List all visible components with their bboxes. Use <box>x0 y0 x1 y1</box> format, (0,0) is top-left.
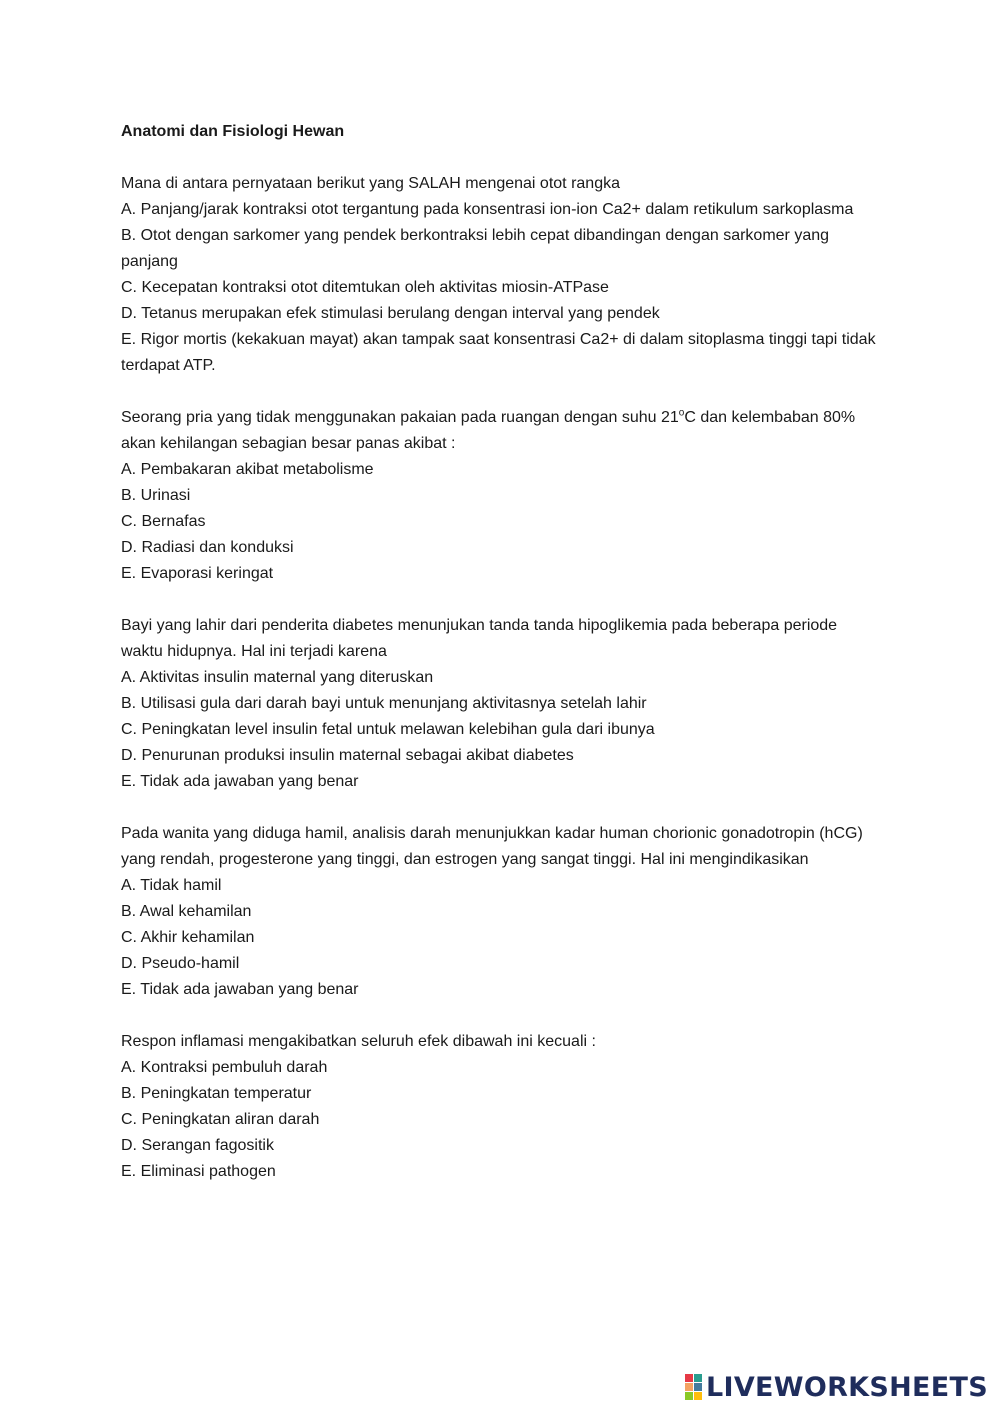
degree-superscript: o <box>678 407 685 419</box>
answer-option: B. Urinasi <box>121 487 191 504</box>
liveworksheets-logo-icon <box>685 1374 702 1400</box>
answer-option: E. Eliminasi pathogen <box>121 1163 276 1180</box>
answer-option: C. Akhir kehamilan <box>121 929 255 946</box>
answer-option: E. Tidak ada jawaban yang benar <box>121 773 359 790</box>
question-1 <box>121 171 881 379</box>
logo-square <box>685 1383 693 1391</box>
answer-option: A. Panjang/jarak kontraksi otot tergantung pada konsentrasi ion-ion Ca2+ dalam retikulum sarkoplasma <box>121 201 854 218</box>
logo-square <box>694 1374 702 1382</box>
question-3 <box>121 613 881 795</box>
answer-option: B. Otot dengan sarkomer yang pendek berkontraksi lebih cepat dibandingan dengan sarkomer yang panjang <box>121 227 830 270</box>
logo-square <box>694 1383 702 1391</box>
answer-option: B. Awal kehamilan <box>121 903 252 920</box>
answer-option: C. Bernafas <box>121 513 206 530</box>
answer-option: A. Aktivitas insulin maternal yang diteruskan <box>121 669 434 686</box>
answer-option: E. Rigor mortis (kekakuan mayat) akan tampak saat konsentrasi Ca2+ di dalam sitoplasma tinggi tapi tidak terdapat ATP. <box>121 331 876 374</box>
question-stem: Bayi yang lahir dari penderita diabetes menunjukan tanda tanda hipoglikemia pada beberapa periode waktu hidupnya. Hal ini terjadi karena <box>121 617 838 660</box>
answer-option: D. Pseudo-hamil <box>121 955 240 972</box>
question-4 <box>121 821 881 1003</box>
question-stem <box>121 405 881 457</box>
answer-option: D. Radiasi dan konduksi <box>121 539 294 556</box>
question-stem: Respon inflamasi mengakibatkan seluruh efek dibawah ini kecuali : <box>121 1033 596 1050</box>
answer-option: A. Kontraksi pembuluh darah <box>121 1059 328 1076</box>
question-5 <box>121 1029 881 1185</box>
answer-option: D. Penurunan produksi insulin maternal sebagai akibat diabetes <box>121 747 574 764</box>
question-stem: Pada wanita yang diduga hamil, analisis darah menunjukkan kadar human chorionic gonadotropin (hCG) yang rendah, progesterone yang tinggi, dan estrogen yang sangat tinggi. Hal ini mengindikasikan <box>121 825 863 868</box>
document-title: Anatomi dan Fisiologi Hewan <box>121 123 345 140</box>
logo-square <box>694 1392 702 1400</box>
question-2 <box>121 405 881 587</box>
answer-option: C. Peningkatan level insulin fetal untuk melawan kelebihan gula dari ibunya <box>121 721 655 738</box>
liveworksheets-logo <box>685 1372 988 1402</box>
logo-square <box>685 1374 693 1382</box>
answer-option: C. Kecepatan kontraksi otot ditemtukan oleh aktivitas miosin-ATPase <box>121 279 609 296</box>
answer-option: D. Serangan fagositik <box>121 1137 274 1154</box>
stem-text-before: Seorang pria yang tidak menggunakan pakaian pada ruangan dengan suhu 21 <box>121 409 679 426</box>
answer-option: A. Tidak hamil <box>121 877 222 894</box>
answer-option: A. Pembakaran akibat metabolisme <box>121 461 374 478</box>
answer-option: B. Utilisasi gula dari darah bayi untuk menunjang aktivitasnya setelah lahir <box>121 695 647 712</box>
answer-option: C. Peningkatan aliran darah <box>121 1111 320 1128</box>
answer-option: E. Tidak ada jawaban yang benar <box>121 981 359 998</box>
stem-text-after: C dan kelembaban 80% akan kehilangan sebagian besar panas akibat : <box>121 409 856 452</box>
worksheet-page <box>121 119 881 1211</box>
answer-option: D. Tetanus merupakan efek stimulasi berulang dengan interval yang pendek <box>121 305 660 322</box>
logo-square <box>685 1392 693 1400</box>
answer-option: B. Peningkatan temperatur <box>121 1085 312 1102</box>
answer-option: E. Evaporasi keringat <box>121 565 274 582</box>
brand-name: LIVEWORKSHEETS <box>705 1371 988 1403</box>
question-stem: Mana di antara pernyataan berikut yang SALAH mengenai otot rangka <box>121 175 620 192</box>
